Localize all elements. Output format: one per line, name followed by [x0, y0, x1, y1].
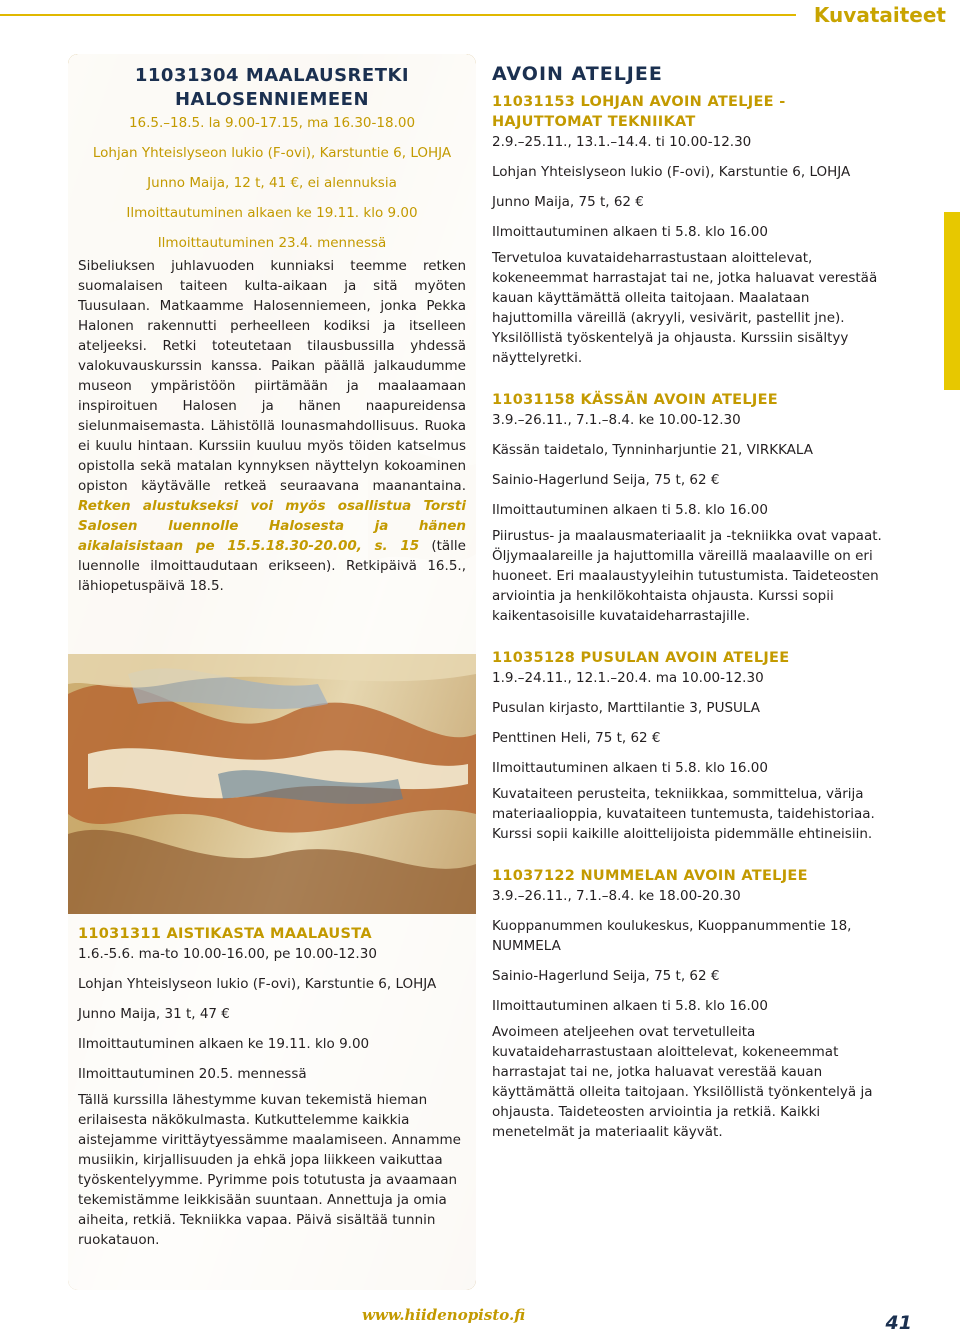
registration-end: Ilmoittautuminen 20.5. mennessä — [78, 1066, 307, 1082]
course-description: Kuvataiteen perusteita, tekniikkaa, sommittelua, värija materiaalioppia, kuvataiteen tuntemusta, taidehistoriaa. Kurssi sopii kaikille aloittelijoista pidemmälle ehtineisiin. — [492, 786, 875, 842]
registration-start: Ilmoittautuminen alkaen ke 19.11. klo 9.00 — [78, 1036, 370, 1052]
course-kassa — [492, 390, 888, 626]
registration-end: Ilmoittautuminen 23.4. mennessä — [157, 235, 387, 251]
description-main: Sibeliuksen juhlavuoden kunniaksi teemme retken suomalaisen taiteen kulta-aikaan ja sitä myöten Tuusulaan. Matkaamme Halosenniemeen, jonka Pekka Halonen rakennutti perheelleen kodiksi ja itselleen ateljeeksi. Retki toteutetaan tilausbussilla yhdessä valokuvauskurssin kanssa. Paikan päällä jalkaudumme museon ympäristöön piirtämään ja maalaamaan inspiroituen Halosen ja hänen naapureidensa sielunmaisemasta. Lähistöllä lounasmahdollisuus. Ruoka ei kuulu hintaan. Kurssiin kuuluu myös töiden katselmus opistolla sekä matalan kynnyksen näyttelyn kokoaminen opiston käytävälle retkeä seuraavana maanantaina. — [78, 258, 466, 494]
course-location: Lohjan Yhteislyseon lukio (F-ovi), Karstuntie 6, LOHJA — [92, 145, 452, 161]
right-column — [492, 62, 888, 1164]
course-title: 11035128 PUSULAN AVOIN ATELJEE — [492, 650, 790, 666]
page-header — [0, 0, 960, 30]
course-title: 11031158 KÄSSÄN AVOIN ATELJEE — [492, 392, 779, 408]
course-title-line1: 11031304 MAALAUSRETKI — [134, 65, 410, 86]
registration: Ilmoittautuminen alkaen ti 5.8. klo 16.00 — [492, 224, 768, 240]
course-dates: 2.9.–25.11., 13.1.–14.4. ti 10.00-12.30 — [492, 134, 752, 150]
course-teacher: Sainio-Hagerlund Seija, 75 t, 62 € — [492, 968, 720, 984]
course-card-maalausretki — [68, 54, 476, 654]
registration-start: Ilmoittautuminen alkaen ke 19.11. klo 9.00 — [126, 205, 418, 221]
footer-url[interactable]: www.hiidenopisto.fi — [362, 1306, 526, 1324]
course-description: Piirustus- ja maalausmateriaalit ja -tekniikka ovat vapaat. Öljymaalareille ja hajuttomilla väreillä maalaaville on eri huoneet. Eri maalaustyyleihin tutustumista. Taideteosten arviointia ja henkilökohtaista ohjausta. Kurssi sopii kaikentasoisille kuvataideharrastajille. — [492, 528, 882, 624]
course-teacher: Sainio-Hagerlund Seija, 75 t, 62 € — [492, 472, 720, 488]
lecture-highlight: Retken alustukseksi voi myös osallistua Torsti Salosen luennolle Halosesta ja hänen aikalaisistaan pe 15.5.18.30-20.00, s. 15 — [78, 498, 466, 554]
course-description: Tällä kurssilla lähestymme kuvan tekemistä hieman erilaisesta näkökulmasta. Kutkuttelemme kaikkia aistejamme virittäytyessämme maalamiseen. Annamme musiikin, kirjallisuuden ja ehkä jopa liikkeen vaikuttaa työskentelyymme. Pyrimme pois totutusta ja avaamaan tekemistämme leikkisään suuntaan. Annettuja ja omia aiheita, retkiä. Tekniikka vapaa. Päivä sisältää tunnin ruokatauon. — [78, 1092, 461, 1248]
course-teacher: Penttinen Heli, 75 t, 62 € — [492, 730, 661, 746]
course-description — [78, 256, 466, 596]
course-dates: 1.6.-5.6. ma-to 10.00-16.00, pe 10.00-12.30 — [78, 946, 377, 962]
course-card-aistikasta — [68, 914, 476, 1290]
course-title: 11031311 AISTIKASTA MAALAUSTA — [78, 926, 372, 942]
left-panel — [68, 54, 476, 1290]
course-location: Lohjan Yhteislyseon lukio (F-ovi), Karstuntie 6, LOHJA — [78, 976, 437, 992]
course-teacher: Junno Maija, 31 t, 47 € — [78, 1006, 230, 1022]
course-location: Pusulan kirjasto, Marttilantie 3, PUSULA — [492, 700, 760, 716]
course-dates: 3.9.–26.11., 7.1.–8.4. ke 18.00-20.30 — [492, 888, 741, 904]
course-lohja — [492, 92, 888, 368]
course-location: Lohjan Yhteislyseon lukio (F-ovi), Karstuntie 6, LOHJA — [492, 164, 851, 180]
page-number: 41 — [885, 1312, 912, 1334]
description-tail: (tälle luennolle ilmoittaudutaan erikseen). Retkipäivä 16.5., lähiopetuspäivä 18.5. — [78, 538, 466, 594]
registration: Ilmoittautuminen alkaen ti 5.8. klo 16.00 — [492, 502, 768, 518]
course-description: Tervetuloa kuvataideharrastustaan aloittelevat, kokeneemmat harrastajat tai ne, jotka haluavat verestää kauan käyttämättä olleita taitojaan. Maalataan hajuttomilla väreillä (akryyli, vesivärit, pastellit jne). Yksilöllistä työskentelyä ja ohjausta. Kurssiin sisältyy näyttelyretki. — [492, 250, 878, 366]
side-tab-marker — [944, 212, 960, 390]
course-dates: 3.9.–26.11., 7.1.–8.4. ke 10.00-12.30 — [492, 412, 741, 428]
course-location: Kuoppanummen koulukeskus, Kuoppanummentie 18, NUMMELA — [492, 918, 852, 954]
course-title-line2: HALOSENNIEMEEN — [174, 89, 370, 110]
course-title: 11031153 LOHJAN AVOIN ATELJEE - HAJUTTOMAT TEKNIIKAT — [492, 94, 786, 130]
course-nummela — [492, 866, 888, 1142]
section-title: Kuvataiteet — [796, 0, 960, 30]
registration: Ilmoittautuminen alkaen ti 5.8. klo 16.00 — [492, 998, 768, 1014]
course-dates: 1.9.–24.11., 12.1.–20.4. ma 10.00-12.30 — [492, 670, 764, 686]
course-teacher: Junno Maija, 12 t, 41 €, ei alennuksia — [147, 175, 397, 191]
avoin-ateljee-heading: AVOIN ATELJEE — [492, 63, 663, 85]
registration: Ilmoittautuminen alkaen ti 5.8. klo 16.00 — [492, 760, 768, 776]
course-description: Avoimeen ateljeehen ovat tervetulleita kuvataideharrastustaan aloittelevat, kokeneemmat harrastajat tai ne, jotka haluavat verestää kauan käyttämättä olleita taitojaan. Yksilöllistä työnkentelyä ja ohjausta. Taideteosten arviointia ja retkiä. Kaikki menetelmät ja materiaalit käyvät. — [492, 1024, 873, 1140]
course-pusula — [492, 648, 888, 844]
course-teacher: Junno Maija, 75 t, 62 € — [492, 194, 644, 210]
course-location: Kässän taidetalo, Tynninharjuntie 21, VIRKKALA — [492, 442, 813, 458]
course-dates: 16.5.–18.5. la 9.00-17.15, ma 16.30-18.00 — [128, 115, 416, 131]
course-title: 11037122 NUMMELAN AVOIN ATELJEE — [492, 868, 808, 884]
